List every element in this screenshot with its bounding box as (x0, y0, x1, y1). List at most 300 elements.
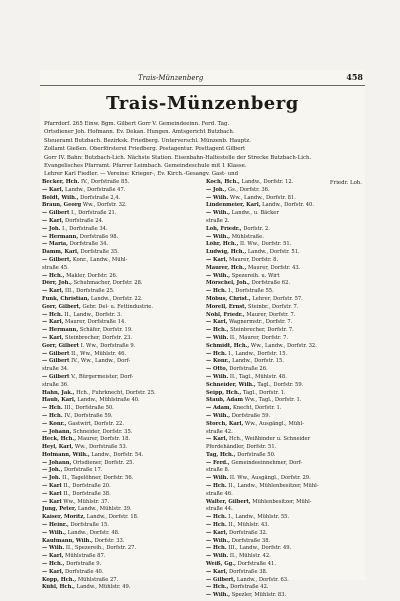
resident-name: — Karl, (42, 553, 64, 560)
resident-name: — Hch. (206, 350, 227, 357)
resident-name: Jung, Peter, (42, 506, 77, 513)
resident-details: Gebr. Del- u. Fettindustrie. (82, 303, 153, 310)
resident-name: — Karl, (42, 568, 64, 575)
intro-line: Ortsdiener Joh. Hofmann. Ev. Dekan. Hungen. Amtsgericht Butzbach. (44, 129, 235, 136)
resident-entry (42, 366, 198, 374)
resident-name: — Karl, (206, 529, 228, 536)
resident-details: Ww., Ausgängl., Mühl- (244, 420, 304, 427)
resident-entry (206, 436, 362, 444)
resident-name: Weiß, Gg., (206, 561, 236, 568)
resident-details: V., Bürgermeister, Dorf- (71, 373, 134, 380)
resident-entry (206, 538, 362, 546)
resident-details: Dorfstr. 2. (243, 225, 270, 232)
resident-entry (42, 475, 198, 483)
resident-entry (42, 429, 198, 437)
resident-entry (42, 538, 198, 546)
resident-name: — Karl (42, 498, 62, 505)
resident-entry (42, 553, 198, 561)
resident-details: IV., Dorfstraße 85. (81, 179, 130, 185)
resident-details: Landw., Dorfstr. 22. (90, 295, 143, 302)
resident-name: Kaufmann, Wilh., (42, 537, 93, 544)
resident-name: Dörr, Joh., (42, 280, 72, 287)
resident-entry (206, 265, 362, 273)
resident-name: — Wilh., (206, 537, 231, 544)
resident-details: III., Dorfstraße 25. (65, 288, 115, 295)
resident-entry (206, 226, 362, 234)
resident-details: straße 44. (206, 506, 233, 513)
resident-details: Ww., Tagl., Dorfstr. 1. (244, 397, 302, 404)
resident-name: Boldt, Wilh., (42, 194, 79, 201)
resident-name: — Wilh., (206, 412, 231, 419)
resident-details: straße 2. (206, 217, 230, 224)
resident-entry (206, 187, 362, 195)
resident-details: Landw., Dorfstr. 54. (91, 451, 144, 458)
resident-entry (42, 265, 198, 273)
resident-entry (206, 429, 362, 437)
resident-name: Kaiser, Moritz, (42, 514, 86, 521)
resident-details: Pferdehändler, Dorfstr. 51. (206, 444, 277, 451)
resident-details: Dorfstraße 62. (251, 280, 291, 287)
resident-name: — Wilh., (206, 272, 231, 279)
resident-entry (206, 288, 362, 296)
resident-details: Hch., Fuhrknecht, Dorfstr. 25. (76, 389, 156, 396)
resident-name: Storch, Karl, (206, 420, 244, 427)
resident-details: Schneider, Dorfstr. 35. (73, 428, 133, 435)
resident-name: — Hch. (206, 545, 227, 552)
resident-name: Kopp, Hch., (42, 576, 77, 583)
resident-details: Schäfer, Dorfstr. 19. (79, 327, 133, 334)
resident-details: Maurer, Dorfstr. 43. (247, 264, 301, 271)
resident-name: — Gilbert (42, 373, 70, 380)
resident-entry (206, 467, 362, 475)
resident-name: Schneider, Wilh., (206, 381, 256, 388)
resident-details: Dorfstraße 34. (69, 241, 109, 248)
resident-details: Dorfstraße 9. (66, 561, 102, 568)
resident-name: Lindenmeier, Karl, (206, 202, 261, 209)
resident-details: Konr., Landw., Mühl- (72, 256, 128, 263)
resident-details: Landw., Dorfstr. 48. (67, 529, 120, 536)
resident-entry (42, 241, 198, 249)
resident-details: Landw., Dorfstr. 12. (241, 179, 294, 185)
resident-entry (206, 390, 362, 398)
resident-entry (206, 460, 362, 468)
resident-name: Möbus, Christ., (206, 295, 251, 302)
resident-entry (42, 312, 198, 320)
resident-name: — Hch. (206, 483, 227, 490)
resident-entry (42, 522, 198, 530)
resident-details: Ww., Dorfstraße 53. (74, 444, 128, 451)
resident-entry (42, 327, 198, 335)
resident-name: — Wilh. (206, 334, 229, 341)
resident-entry (206, 506, 362, 514)
resident-details: Ww., Landw., Dorfstr. 81. (229, 194, 296, 201)
resident-name: Schmidt, Hch., (206, 342, 250, 349)
resident-name: — Hch. (206, 288, 227, 295)
resident-name: — Adam, (206, 405, 232, 412)
resident-name: — Karl, (206, 436, 228, 443)
resident-details: Ww., Mühlstr. 37. (63, 498, 110, 505)
resident-details: II., Mühlstr. 43. (228, 522, 270, 529)
resident-details: I., Dorfstraße 21. (71, 210, 117, 217)
resident-details: I., Landw., Mühlstr. 55. (228, 514, 290, 521)
resident-details: Ww., Dorfstr. 32. (82, 202, 127, 209)
resident-details: II., Dorfstraße 38. (63, 490, 111, 497)
resident-name: Staub, Adam (206, 397, 244, 404)
resident-details: straße 42. (206, 428, 233, 435)
resident-entry (42, 319, 198, 327)
resident-name: — Wilh. (206, 194, 229, 201)
resident-entry (42, 280, 198, 288)
resident-details: Landw., Dorfstr. 40. (262, 202, 315, 209)
resident-entry (42, 335, 198, 343)
resident-details: Spezler, Mühlstr. 83. (231, 592, 287, 599)
resident-details: Mühlstraße. (231, 233, 264, 240)
directory-page (40, 70, 365, 599)
resident-entry (42, 374, 198, 382)
resident-details: Dorfstraße 40. (65, 568, 104, 575)
resident-name: Koch, Hch., (206, 179, 240, 185)
resident-name: — Karl, (42, 186, 64, 193)
resident-details: Lehrer, Dorfstr. 57. (252, 295, 303, 302)
resident-entry (206, 397, 362, 405)
resident-entry (42, 218, 198, 226)
resident-details: Dorfstraße 17. (63, 467, 103, 474)
resident-details: Landw., Dorfstr. 15. (232, 358, 285, 365)
resident-name: — Wilh. (206, 373, 229, 380)
resident-details: Wagnermstr., Dorfstr. 7. (229, 319, 293, 326)
resident-entry (206, 405, 362, 413)
resident-details: Gastwirt, Dorfstr. 22. (68, 420, 124, 427)
resident-name: — Otto, (206, 366, 228, 373)
resident-name: — Joh. (42, 225, 61, 232)
resident-entry (206, 561, 362, 569)
intro-line: Lehrer Karl Fiedler. — Vereine: Krieger-, Ev. Kirch.-Gesangv. Gast- und (44, 171, 239, 178)
resident-details: II., Landw., Dorfstr. 3. (64, 311, 122, 318)
resident-details: II., Ww., Mühlstr. 46. (71, 350, 127, 357)
resident-name: — Maria, (42, 241, 68, 248)
resident-name: — Gilbert, (42, 256, 72, 263)
resident-name: Kühl, Hch., (42, 584, 75, 591)
resident-details: II., Mühlstr. 42. (229, 553, 271, 560)
resident-name: Hahn, Jak., (42, 389, 75, 396)
resident-entry (42, 351, 198, 359)
town-title: Trais-Münzenberg (106, 93, 299, 114)
resident-entry (42, 452, 198, 460)
resident-entry (42, 569, 198, 577)
resident-details: Dorfstraße 35. (80, 249, 119, 256)
resident-name: — Wilh. (206, 553, 229, 560)
resident-entry (206, 366, 362, 374)
resident-name: Becker, Hch. (42, 179, 80, 185)
resident-details: II. Ww., Dorfstr. 51. (239, 241, 292, 248)
resident-entry (42, 390, 198, 398)
resident-name: — Karl, (206, 319, 228, 326)
resident-entry (42, 195, 198, 203)
resident-name: Mörschel, Joh., (206, 280, 250, 287)
resident-list-left (42, 179, 198, 592)
resident-entry (206, 312, 362, 320)
resident-entry (42, 296, 198, 304)
resident-entry (42, 257, 198, 265)
resident-entry (42, 413, 198, 421)
resident-entry (42, 436, 198, 444)
resident-entry (206, 413, 362, 421)
resident-details: Schuhmacher, Dorfstr. 28. (73, 280, 143, 287)
resident-name: — Wilh. (206, 475, 229, 482)
resident-details: Dorfstraße 15. (70, 522, 109, 529)
resident-name: — Hch., (206, 327, 229, 334)
resident-details: Spezereih. u. Wirt (231, 272, 280, 279)
resident-details: Steinbr., Dorfstr. 7. (248, 303, 299, 310)
resident-entry (42, 577, 198, 585)
resident-details: Dorfstraße 24. (65, 217, 104, 224)
resident-name: — Karl, (42, 334, 64, 341)
resident-details: Mühlenbesitzer, Mühl- (252, 498, 312, 505)
resident-name: Gorr, Gilbert (42, 342, 80, 349)
resident-details: Steinbrecher, Dorfstr. 23. (65, 334, 133, 341)
resident-entry (42, 288, 198, 296)
resident-entry (42, 234, 198, 242)
resident-details: Landw., Dorfstr. 51. (247, 249, 300, 256)
resident-name: Damm, Karl, (42, 249, 79, 256)
resident-entry (42, 499, 198, 507)
resident-details: II., Landw., Mühlenbesitzer, Mühl- (228, 483, 319, 490)
resident-name: — Karl, (42, 217, 64, 224)
resident-details: Dorfstraße 41. (237, 561, 276, 568)
resident-details: Landw., Mühlstr. 39. (77, 506, 132, 513)
resident-name: Morell, Ernst, (206, 303, 247, 310)
resident-details: Maurer, Dorfstraße 14. (65, 319, 126, 326)
resident-entry (206, 257, 362, 265)
resident-entry (206, 514, 362, 522)
resident-name: — Joh. (42, 475, 61, 482)
intro-line: Steueramt Butzbach. Bezirksk. Friedberg. Unterverschl. Münzenb. Hauptz. (44, 137, 251, 144)
resident-entry (42, 467, 198, 475)
resident-details: I. Ww., Dorfstraße 9. (80, 342, 136, 349)
resident-details: Maurer, Dorfstr. 8. (229, 256, 279, 263)
resident-name: — Konr., (206, 358, 231, 365)
resident-name: Nohl, Friedr., (206, 311, 245, 318)
resident-entry (206, 304, 362, 312)
resident-entry (42, 421, 198, 429)
resident-entry (206, 249, 362, 257)
resident-name: — Hch. (42, 311, 63, 318)
resident-name: — Hch., (42, 272, 65, 279)
resident-name: — Ferd., (206, 459, 230, 466)
resident-name: Hofmann, Wilh., (42, 451, 90, 458)
resident-details: Tagl., Dorfstr. 59. (257, 381, 304, 388)
resident-name: — Wilh., (206, 210, 231, 217)
resident-name: — Konr., (42, 420, 67, 427)
resident-details: Gemeindeeinnehmer, Dorf- (231, 459, 303, 466)
resident-entry (206, 195, 362, 203)
resident-name: — Hch. (206, 514, 227, 521)
resident-entry (206, 491, 362, 499)
resident-name: Heck, Hch., (42, 436, 77, 443)
resident-entry (42, 397, 198, 405)
resident-name: — Heinr., (42, 522, 69, 529)
resident-name: Gorr, Gilbert, (42, 303, 81, 310)
resident-details: Tagl., Dorfstr. 1. (242, 389, 286, 396)
resident-entry (206, 273, 362, 281)
resident-name: — Hch., (42, 561, 65, 568)
resident-entry (206, 569, 362, 577)
resident-entry (206, 444, 362, 452)
resident-details: II., Tagelöhner, Dorfstr. 56. (62, 475, 134, 482)
resident-name: — Hch., (206, 584, 229, 591)
resident-name: Seipp, Hch., (206, 389, 242, 396)
resident-details: I., Dorfstraße 34. (62, 225, 108, 232)
resident-entry (42, 491, 198, 499)
resident-name: Maurer, Hch., (206, 264, 247, 271)
resident-details: Mühlstraße 87. (65, 553, 106, 560)
resident-details: Dorfstraße 38. (231, 537, 271, 544)
running-title: Trais-Münzenberg (138, 74, 204, 82)
resident-name: Heyl, Karl, (42, 444, 74, 451)
resident-details: Dorfstraße 50. (237, 451, 276, 458)
resident-details: straße 34. (42, 366, 69, 373)
intro-line: Zollamt Gießen. Oberförsterei Friedberg. Postagentur. Posttagent Gilbert (44, 146, 246, 153)
resident-entry (42, 483, 198, 491)
resident-name: — Hermann, (42, 233, 79, 240)
resident-details: II. Ww., Ausgängl., Dorfstr. 29. (229, 475, 311, 482)
resident-entry (206, 327, 362, 335)
resident-name: Tag, Hch., (206, 451, 236, 458)
resident-details: III., Landw., Dorfstr. 49. (228, 545, 292, 552)
resident-details: Dorfstraße 32. (229, 529, 268, 536)
resident-details: II., Maurer, Dorfstr. 7. (229, 334, 289, 341)
resident-details: straße 36. (42, 381, 69, 388)
resident-details: II., Spezereih., Dorfstr. 27. (65, 545, 137, 552)
resident-entry (206, 210, 362, 218)
resident-entry (42, 179, 198, 187)
resident-entry (42, 530, 198, 538)
town-description (44, 120, 362, 187)
resident-details: I., Landw., Dorfstr. 15. (228, 350, 288, 357)
resident-name: — Johann, (42, 459, 72, 466)
resident-name: Loh, Friedr., (206, 225, 242, 232)
resident-name: — Hch. (42, 412, 63, 419)
resident-details: III., Dorfstraße 50. (64, 405, 114, 412)
resident-name: — Karl (42, 490, 62, 497)
resident-entry (206, 358, 362, 366)
resident-details: Mühlstraße 27. (77, 576, 119, 583)
resident-entry (42, 226, 198, 234)
resident-details: Knecht, Dorfstr. 1. (232, 405, 282, 412)
resident-name: — Gilbert (42, 358, 70, 365)
intro-line: Evangelisches Pfarramt. Pfarrer Leimbach. Gemeindeschule mit 1 Klasse. (44, 163, 247, 170)
resident-name: — Joh., (42, 467, 63, 474)
resident-entry (42, 460, 198, 468)
resident-details: Dorfstraße 59. (231, 412, 271, 419)
resident-entry (206, 499, 362, 507)
resident-list-right (206, 179, 362, 600)
resident-entry (206, 374, 362, 382)
resident-details: Dorfstraße 2,4. (80, 194, 121, 201)
resident-entry (206, 280, 362, 288)
resident-entry (42, 545, 198, 553)
resident-entry (206, 577, 362, 585)
resident-entry (42, 561, 198, 569)
resident-entry (42, 187, 198, 195)
resident-details: straße 46. (206, 490, 233, 497)
resident-details: Landw., u. Bäcker (231, 210, 279, 217)
resident-name: — Wilh., (42, 529, 67, 536)
resident-entry (206, 218, 362, 226)
resident-entry (206, 343, 362, 351)
resident-name: — Karl, (206, 256, 228, 263)
intro-line: Gorr IV. Bahn: Butzbach-Lich. Nächste Station. Eisenbahn-Haltestelle der Strecke Butzbach-Lich. (44, 154, 312, 161)
resident-name: Löhr, Hch., (206, 241, 239, 248)
resident-entry (42, 584, 198, 592)
resident-name: Ludwig, Hch., (206, 249, 247, 256)
resident-details: Dorfstraße 98. (79, 233, 119, 240)
resident-details: Dorfstr. 33. (94, 537, 125, 544)
resident-entry (206, 296, 362, 304)
page-number: 458 (346, 72, 363, 82)
resident-name: Funk, Christian, (42, 295, 90, 302)
resident-name: — Hch. (42, 405, 63, 412)
resident-name: Braun, Georg (42, 202, 82, 209)
resident-name: — Hch. (206, 522, 227, 529)
resident-name: — Karl, (42, 319, 64, 326)
resident-details: Dorfstraße 42. (230, 584, 269, 591)
resident-details: Dorfstraße 38. (229, 568, 268, 575)
resident-entry (206, 584, 362, 592)
resident-entry (42, 444, 198, 452)
resident-name: — Johann, (42, 428, 72, 435)
resident-details: Ww., Landw., Dorfstr. 32. (250, 342, 317, 349)
resident-details: I., Dorfstraße 55. (228, 288, 274, 295)
resident-entry (206, 351, 362, 359)
resident-name: Walter, Gilbert, (206, 498, 251, 505)
resident-entry (42, 249, 198, 257)
resident-entry (206, 319, 362, 327)
resident-entry (42, 382, 198, 390)
resident-details: IV., Ww., Landw., Dorf- (71, 358, 131, 365)
resident-entry (206, 179, 362, 187)
resident-name: — Karl, (206, 568, 228, 575)
resident-name: — Joh., (206, 186, 227, 193)
resident-details: Maurer, Dorfstr. 7. (246, 311, 296, 318)
resident-entry (206, 530, 362, 538)
resident-details: IV., Dorfstraße 59. (64, 412, 113, 419)
resident-name: — Wilh., (206, 233, 231, 240)
resident-entry (42, 506, 198, 514)
resident-entry (42, 358, 198, 366)
intro-line: Friedr. Loh. (329, 179, 362, 186)
resident-name: — Gilbert (42, 210, 70, 217)
resident-details: II., Tagl., Mühlstr. 48. (229, 373, 287, 380)
resident-entry (206, 545, 362, 553)
resident-entry (206, 452, 362, 460)
resident-name: — Karl, (42, 288, 64, 295)
resident-name: — Hermann, (42, 327, 79, 334)
resident-entry (42, 343, 198, 351)
resident-entry (206, 592, 362, 600)
resident-entry (42, 273, 198, 281)
resident-details: Ortsdiener, Dorfstr. 25. (73, 459, 135, 466)
resident-entry (206, 421, 362, 429)
resident-details: Maurer, Dorfstr. 18. (77, 436, 131, 443)
resident-details: Hch., Weißbinder u. Schneider (229, 436, 311, 443)
resident-entry (206, 241, 362, 249)
resident-details: straße 45. (42, 264, 69, 271)
resident-entry (206, 382, 362, 390)
resident-entry (206, 553, 362, 561)
resident-details: Landw., Dorfstr. 63. (236, 576, 289, 583)
resident-entry (206, 202, 362, 210)
